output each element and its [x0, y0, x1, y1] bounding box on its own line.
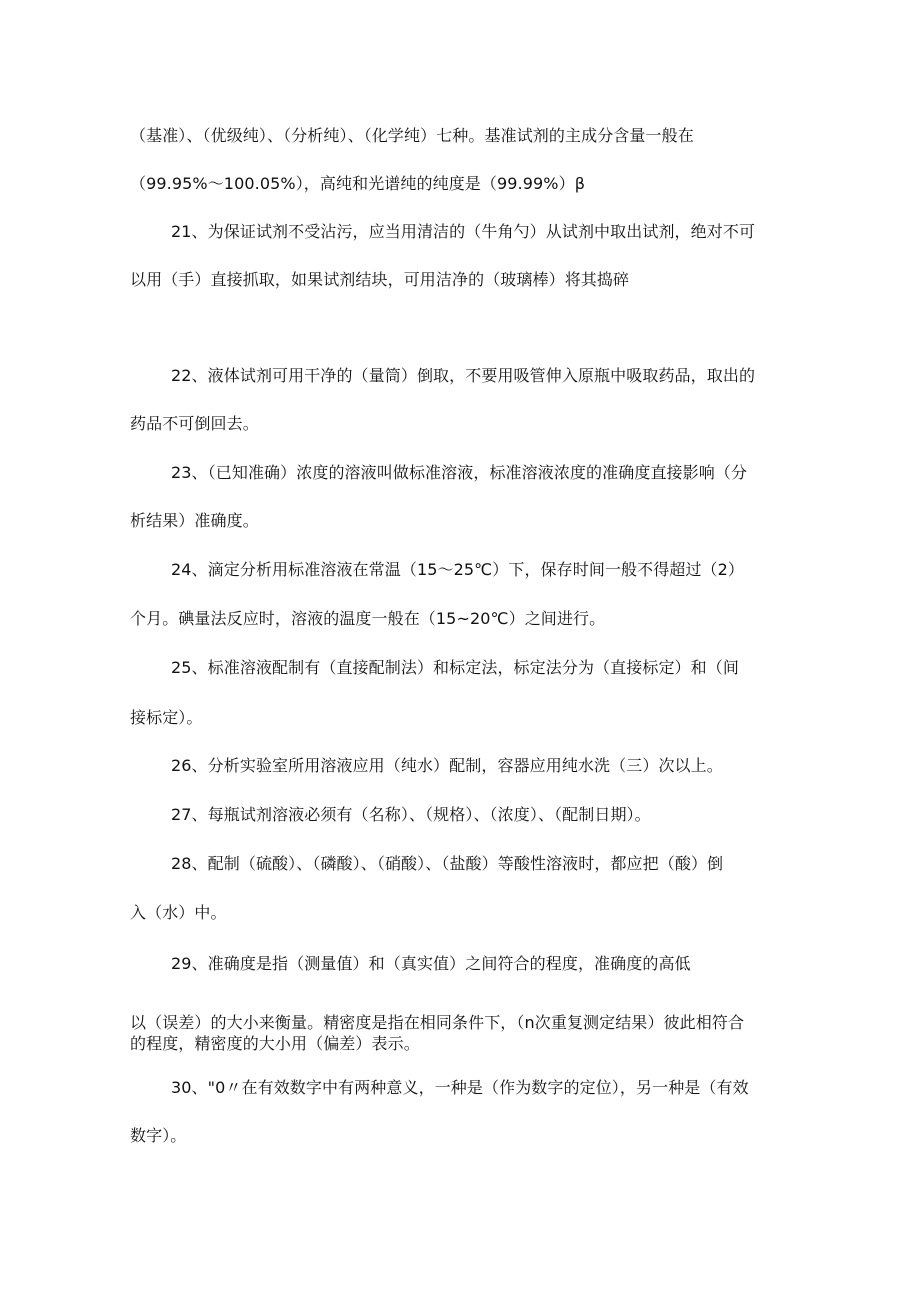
- item-29-line-3: 的程度，精密度的大小用（偏差）表示。: [130, 1034, 420, 1053]
- text-line: （99.95%～100.05%），高纯和光谱纯的纯度是（99.99%）β: [130, 174, 586, 193]
- item-28-line-1: 28、配制（硫酸）、（磷酸）、（硝酸）、（盐酸）等酸性溶液时，都应把（酸）倒: [171, 854, 724, 873]
- item-23-line-2: 析结果）准确度。: [130, 511, 259, 530]
- item-25-line-2: 接标定）。: [130, 708, 203, 727]
- item-26-line: 26、分析实验室所用溶液应用（纯水）配制，容器应用纯水洗（三）次以上。: [171, 756, 723, 775]
- item-22-line-2: 药品不可倒回去。: [130, 414, 259, 433]
- item-23-line-1: 23、（已知准确）浓度的溶液叫做标准溶液，标准溶液浓度的准确度直接影响（分: [171, 463, 748, 482]
- item-24-line-1: 24、滴定分析用标准溶液在常温（15～25℃）下，保存时间一般不得超过（2）: [171, 560, 745, 579]
- item-29-line-2: 以（误差）的大小来衡量。精密度是指在相同条件下，（n次重复测定结果）彼此相符合: [130, 1013, 745, 1032]
- item-30-line-1: 30、"0〃在有效数字中有两种意义，一种是（作为数字的定位），另一种是（有效: [171, 1078, 749, 1097]
- text-line: （基准）、（优级纯）、（分析纯）、（化学纯）七种。基准试剂的主成分含量一般在: [130, 126, 694, 145]
- item-21-line-2: 以用（手）直接抓取，如果试剂结块，可用洁净的（玻璃棒）将其捣碎: [130, 270, 630, 289]
- item-29-line-1: 29、准确度是指（测量值）和（真实值）之间符合的程度，准确度的高低: [171, 954, 691, 973]
- item-22-line-1: 22、液体试剂可用干净的（量筒）倒取，不要用吸管伸入原瓶中吸取药品，取出的: [171, 366, 756, 385]
- item-27-line: 27、每瓶试剂溶液必须有（名称）、（规格）、（浓度）、（配制日期）。: [171, 805, 651, 824]
- item-21-line-1: 21、为保证试剂不受沾污，应当用清洁的（牛角勺）从试剂中取出试剂，绝对不可: [171, 222, 756, 241]
- item-28-line-2: 入（水）中。: [130, 903, 227, 922]
- item-24-line-2: 个月。碘量法反应时，溶液的温度一般在（15~20℃）之间进行。: [130, 609, 606, 628]
- item-30-line-2: 数字）。: [130, 1126, 187, 1145]
- item-25-line-1: 25、标准溶液配制有（直接配制法）和标定法，标定法分为（直接标定）和（间: [171, 658, 739, 677]
